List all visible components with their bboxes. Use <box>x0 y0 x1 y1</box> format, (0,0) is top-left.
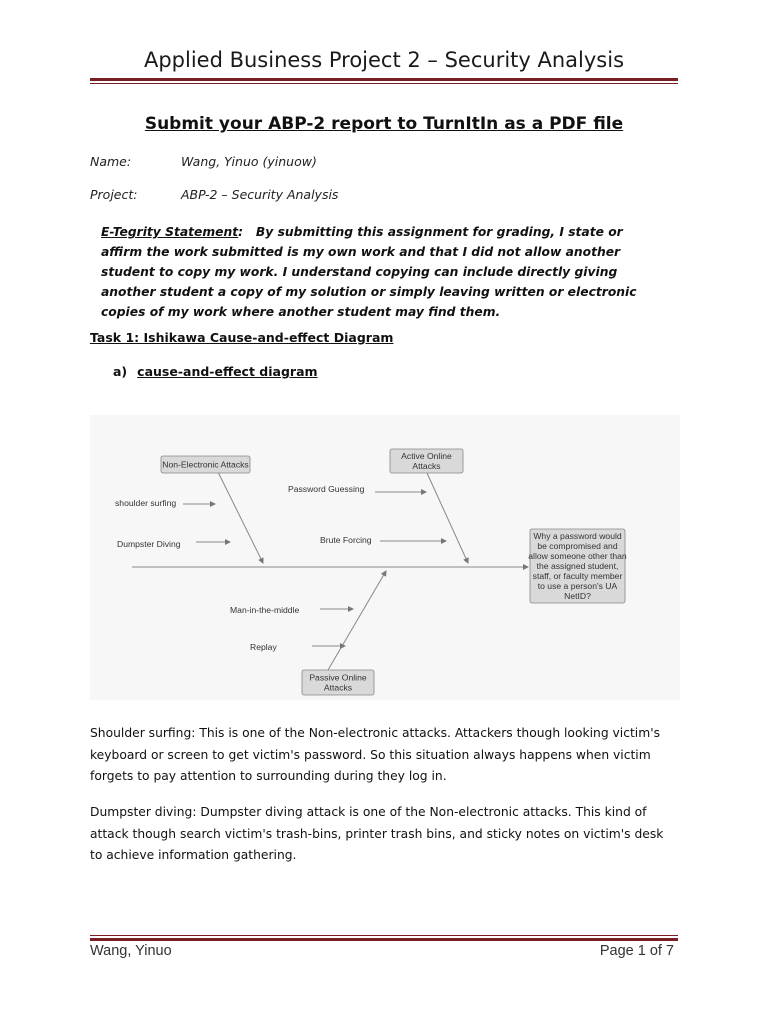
cause-mitm: Man-in-the-middle <box>230 605 300 615</box>
cause-replay: Replay <box>250 642 277 652</box>
header-rule-thick <box>90 78 678 81</box>
bone-non-electronic <box>218 472 263 563</box>
statement-colon: : <box>238 225 244 239</box>
name-label: Name: <box>90 154 132 169</box>
statement-body: By submitting this assignment for grading, I state or affirm the work submitted is my own work and that I did not allow another student to copy my work. I understand copying can include directly giving another student a copy of my solution or simply leaving written or electronic copies of my work where another student may find them. <box>101 225 637 319</box>
effect-line: be compromised and <box>537 541 618 551</box>
cause-shoulder-surfing: shoulder surfing <box>115 498 177 508</box>
sub-heading-marker: a) <box>113 364 128 379</box>
footer-rule-thick <box>90 938 678 941</box>
etegrity-statement <box>101 222 667 322</box>
header-rule-thin <box>90 83 678 84</box>
effect-line: to use a person's UA <box>537 581 618 591</box>
project-value: ABP-2 – Security Analysis <box>181 187 339 202</box>
statement-lead: E-Tegrity Statement <box>101 225 239 239</box>
label-passive-online-2: Attacks <box>323 682 353 693</box>
footer-page-number: Page 1 of 7 <box>599 943 674 959</box>
name-value: Wang, Yinuo (yinuow) <box>181 154 317 169</box>
effect-line: the assigned student, <box>536 561 619 571</box>
paragraph-dumpster-diving: Dumpster diving: Dumpster diving attack is one of the Non-electronic attacks. This kind of attack though search victim's trash-bins, printer trash bins, and sticky notes on victim's desk to achieve information gathering. <box>90 805 664 862</box>
sub-heading <box>113 364 318 379</box>
submit-instruction-title: Submit your ABP-2 report to TurnItIn as a PDF file <box>144 114 624 134</box>
cause-password-guessing: Password Guessing <box>288 484 365 494</box>
ishikawa-diagram <box>90 415 680 700</box>
document-header-title: Applied Business Project 2 – Security Analysis <box>143 48 625 72</box>
label-passive-online-1: Passive Online <box>309 672 367 683</box>
footer-author: Wang, Yinuo <box>90 943 172 959</box>
effect-line: NetID? <box>564 591 591 601</box>
effect-line: staff, or faculty member <box>532 571 623 581</box>
effect-text <box>528 531 627 601</box>
task-heading: Task 1: Ishikawa Cause-and-effect Diagram <box>90 330 394 345</box>
bone-passive-online <box>328 571 386 670</box>
label-active-online-1: Active Online <box>401 451 452 461</box>
effect-line: allow someone other than <box>528 551 627 561</box>
paragraph-shoulder-surfing: Shoulder surfing: This is one of the Non-electronic attacks. Attackers though looking victim's keyboard or screen to get victim's password. So this situation always happens when victim forgets to pay attention to surrounding during they log in. <box>90 726 660 783</box>
footer-rule-thin <box>90 935 678 936</box>
cause-brute-forcing: Brute Forcing <box>320 535 372 545</box>
cause-dumpster-diving: Dumpster Diving <box>117 539 181 549</box>
label-active-online-2: Attacks <box>412 461 441 471</box>
effect-line: Why a password would <box>533 531 622 541</box>
bone-active-online <box>427 473 468 563</box>
project-label: Project: <box>90 187 138 202</box>
sub-heading-label: cause-and-effect diagram <box>137 364 318 379</box>
label-non-electronic: Non-Electronic Attacks <box>162 459 249 470</box>
